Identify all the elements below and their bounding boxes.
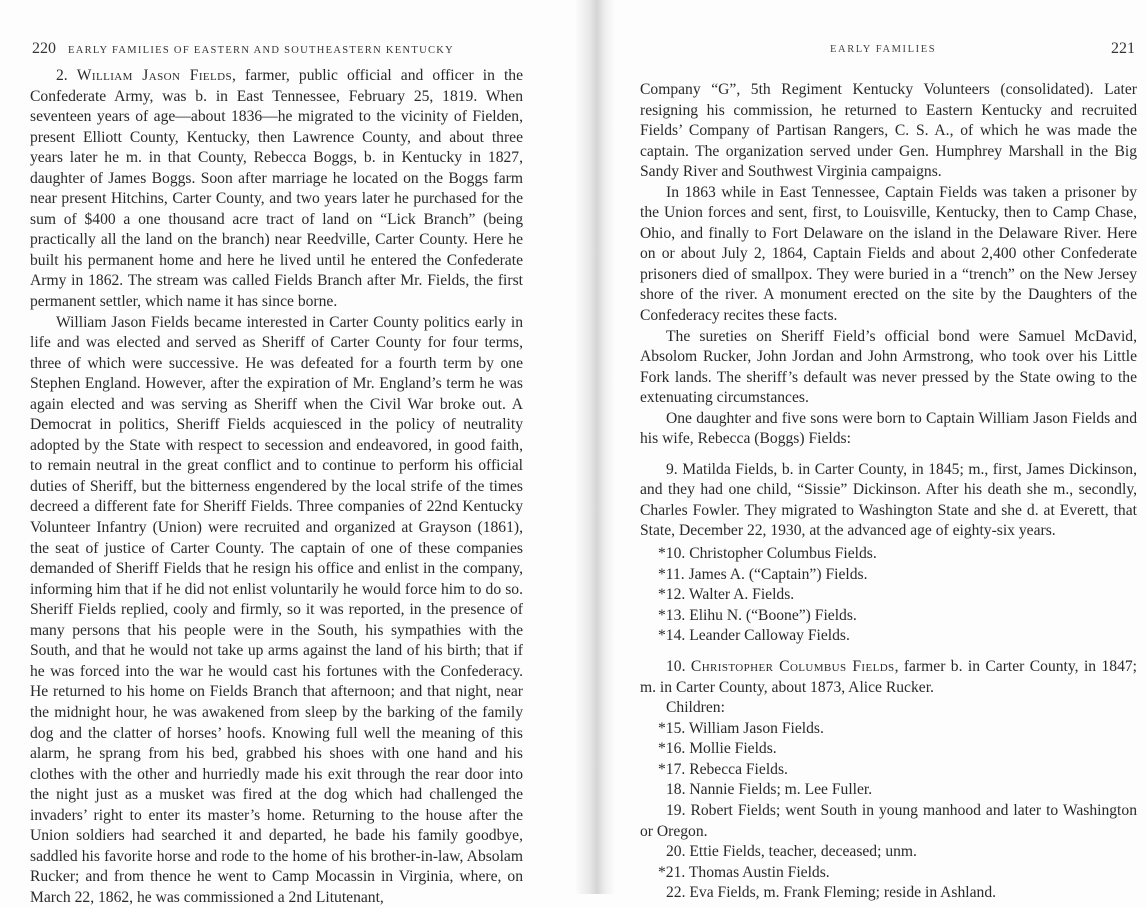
prisoner-paragraph: In 1863 while in East Tennessee, Captain Fields was taken a prisoner by the Union forces and sent, first, to Louisville, Kentucky, then to Camp Chase, Ohio, and finally to Fort Delaware on the island in the Delaware River. Here on or about July 2, 1864, Captain Fields and about 2,400 other Confederate prisoners died of smallpox. They were buried in a “trench” on the New Jersey shore of the river. A monument erected on the site by the Daughters of the Confederacy recites these facts. xyxy=(640,183,1137,325)
left-page xyxy=(0,0,560,906)
entry-text: , farmer b. in Carter County, in 1847; m. in Carter County, about 1873, Alice Rucker. xyxy=(640,658,1137,696)
continuation-paragraph: Company “G”, 5th Regiment Kentucky Volunteers (consolidated). Later resigning his commission, he returned to Eastern Kentucky and recruited Fields’ Company of Partisan Rangers, C. S. A., of which he was made the captain. The organization served under Gen. Humphrey Marshall in the Big Sandy River and Southwest Virginia campaigns. xyxy=(640,81,1137,181)
entry-number: 10. xyxy=(666,658,686,675)
sons-list xyxy=(640,544,1137,647)
list-item: *12. Walter A. Fields. xyxy=(658,586,795,604)
list-item: *14. Leander Calloway Fields. xyxy=(658,627,850,645)
left-page-number: 220 xyxy=(32,40,56,57)
entry-name: William Jason Fields xyxy=(76,67,233,84)
list-item: *17. Rebecca Fields. xyxy=(658,760,788,778)
entry-text: , farmer, public official and officer in the Confederate Army, was b. in East Tennessee, February 25, 1819. When seventeen years of age—about 1836—he migrated to the vicinity of Fielden, present Elliott County, Kentucky, then Lawrence County, and about three years later he m. in that County, Rebecca Boggs, b. in Kentucky in 1827, daughter of James Boggs. Soon after marriage he located on the Boggs farm near present Hitchins, Carter County, and two years later he purchased for the sum of $400 a one thousand acre tract of land on “Lick Branch” (being practically all the land on the branch) near Reedville, Carter County. Here he built his permanent home and here he lived until he entered the Confederate Army in 1862. The stream was called Fields Branch after Mr. Fields, the first permanent settler, which name it has since borne. xyxy=(30,67,524,311)
list-item: *10. Christopher Columbus Fields. xyxy=(658,545,877,563)
entry-19-paragraph: 19. Robert Fields; went South in young manhood and later to Washington or Oregon. xyxy=(640,802,1137,840)
list-item: *11. James A. (“Captain”) Fields. xyxy=(658,565,868,583)
list-item: 20. Ettie Fields, teacher, deceased; unm. xyxy=(666,843,917,861)
list-item: *21. Thomas Austin Fields. xyxy=(658,863,830,881)
children-label: Children: xyxy=(666,699,725,717)
left-page-body xyxy=(30,66,523,908)
list-item: 18. Nannie Fields; m. Lee Fuller. xyxy=(666,781,873,799)
children-intro-paragraph: One daughter and five sons were born to Captain William Jason Fields and his wife, Rebecca (Boggs) Fields: xyxy=(640,409,1137,448)
list-item: 22. Eva Fields, m. Frank Fleming; reside in Ashland. xyxy=(666,884,997,902)
entry-10-paragraph xyxy=(640,657,1137,698)
children-list xyxy=(640,719,1137,801)
right-running-title: EARLY FAMILIES xyxy=(830,44,937,55)
left-running-title: EARLY FAMILIES OF EASTERN AND SOUTHEASTERN KENTUCKY xyxy=(67,45,455,56)
later-entries-list xyxy=(640,842,1137,904)
right-page-number: 221 xyxy=(1111,40,1135,57)
entry-name: Christopher Columbus Fields xyxy=(690,658,895,675)
right-page-body xyxy=(640,80,1137,904)
list-item: *16. Mollie Fields. xyxy=(658,740,777,758)
list-item: *13. Elihu N. (“Boone”) Fields. xyxy=(658,606,857,624)
list-item: *15. William Jason Fields. xyxy=(658,719,824,737)
entry-number: 2. xyxy=(56,67,68,84)
politics-paragraph: William Jason Fields became interested in Carter County politics early in life and was elected and served as Sheriff of Carter County for four terms, three of which were successive. He was defeated for a fourth term by one Stephen England. However, after the expiration of Mr. England’s term he was again elected and was serving as Sheriff when the Civil War broke out. A Democrat in politics, Sheriff Fields acquiesced in the policy of neutrality adopted by the State with respect to secession and endeavored, in good faith, to remain neutral in the great conflict and to continue to perform his official duties of Sheriff, but the bitterness engendered by the local strife of the times decreed a different fate for Sheriff Fields. Three companies of 22nd Kentucky Volunteer Infantry (Union) were recruited and organized at Grayson (1861), the seat of justice of Carter County. The captain of one of these companies demanded of Sheriff Fields that he resign his office and enlist in the company, informing him that if he did not enlist voluntarily he would force him to do so. Sheriff Fields replied, cooly and firmly, so it was reported, in the presence of many persons that his people were in the South, his sympathies with the South, and that he would not take up arms against the land of his birth; that if he was forced into the war he would cast his fortunes with the Confederacy. He returned to his home on Fields Branch that afternoon; and that night, near the midnight hour, he was awakened from sleep by the barking of the family dog and the clatter of horses’ hoofs. Knowing full well the meaning of this alarm, he sprang from his bed, grabbed his shoes with one hand and his clothes with the other and hurriedly made his exit through the rear door into the night just as a musket was fired at the dog which had challenged the invaders’ right to enter its master’s home. Returning to the house after the Union soldiers had searched it and departed, he bade his family goodbye, saddled his favorite horse and rode to the home of his brother-in-law, Absolam Rucker; and from thence he went to Camp Mocassin in Virginia, where, on March 22, 1862, he was commissioned a 2nd Litutenant, xyxy=(30,313,523,906)
right-page xyxy=(600,0,1146,902)
sureties-paragraph: The sureties on Sheriff Field’s official bond were Samuel McDavid, Absolom Rucker, John Jordan and John Armstrong, who took over his Little Fork lands. The sheriff’s default was never pressed by the State owing to the extenuating circumstances. xyxy=(640,327,1137,407)
entry-9-paragraph: 9. Matilda Fields, b. in Carter County, in 1845; m., first, James Dickinson, and they had one child, “Sissie” Dickinson. After his death she m., secondly, Charles Fowler. They migrated to Washington State and she d. at Everett, that State, December 22, 1930, at the advanced age of eighty-six years. xyxy=(640,460,1137,540)
entry-2-paragraph xyxy=(30,66,523,313)
left-running-head xyxy=(32,40,454,58)
